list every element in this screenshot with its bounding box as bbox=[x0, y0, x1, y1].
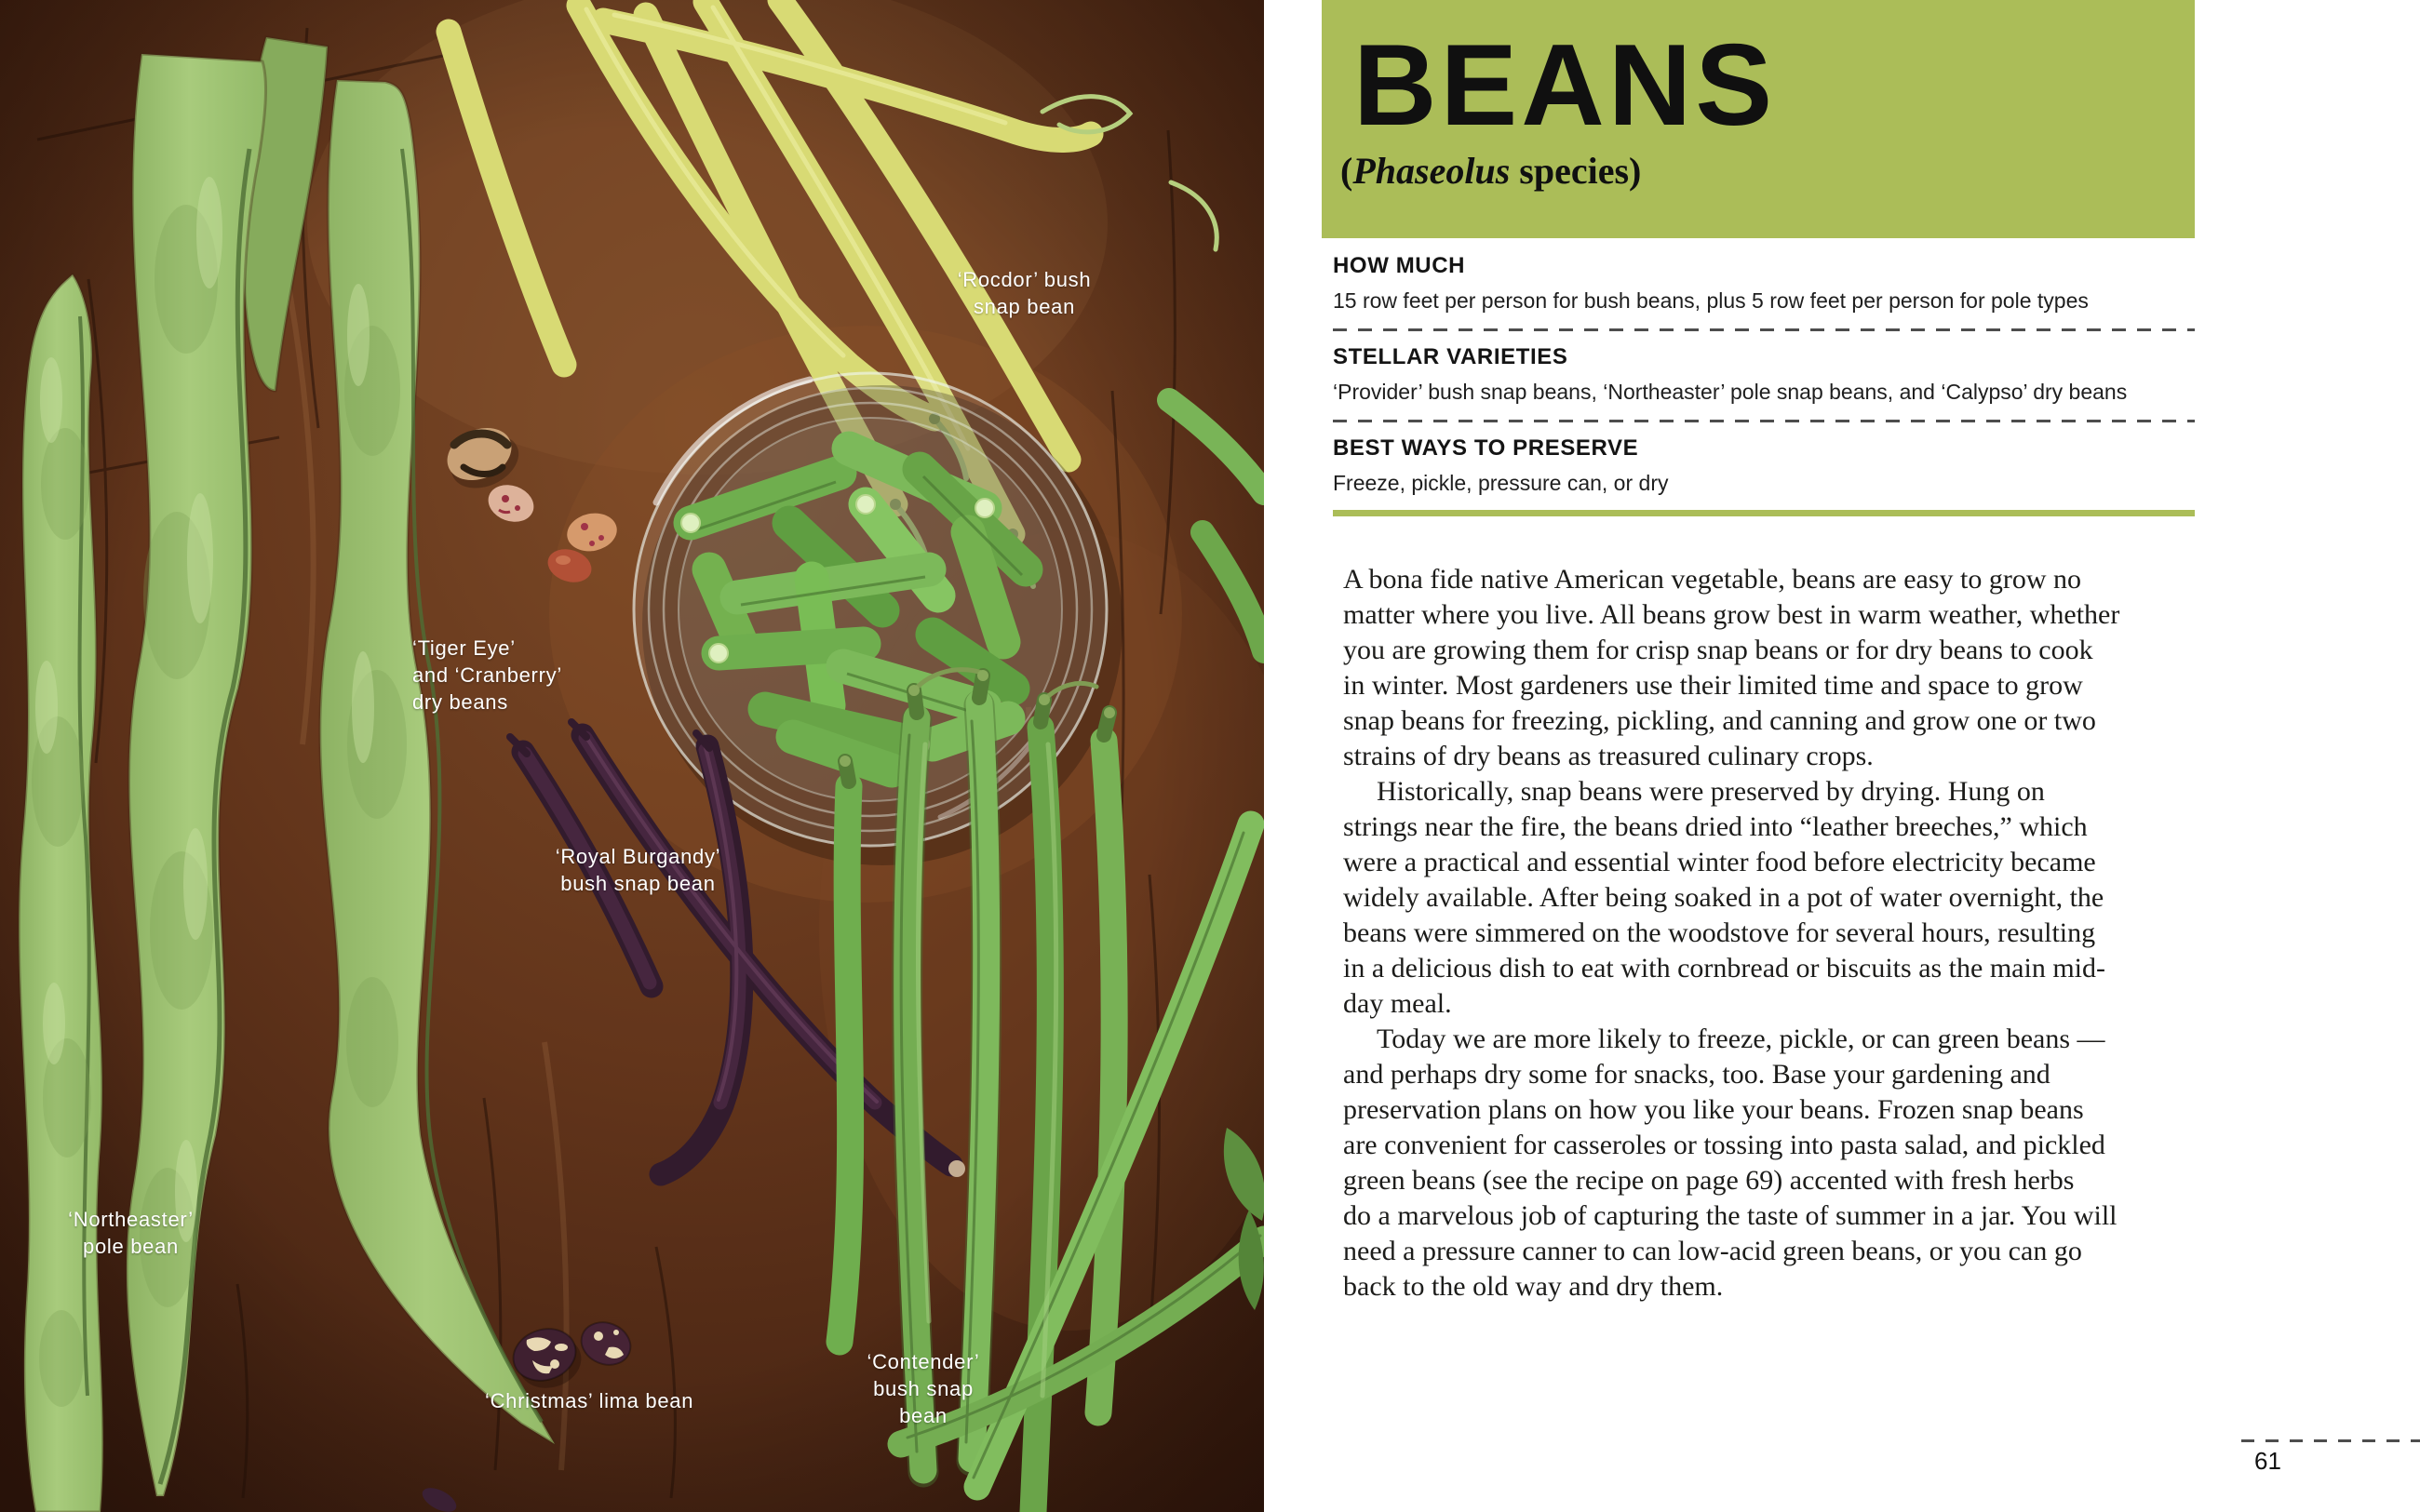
section-value: ‘Provider’ bush snap beans, ‘Northeaster’ pole snap beans, and ‘Calypso’ dry beans bbox=[1333, 379, 2128, 404]
label-contender: ‘Contender’ bush snap bean bbox=[867, 1350, 980, 1428]
page-title: BEANS bbox=[1353, 21, 1777, 150]
label-tiger-eye-cranberry: ‘Tiger Eye’ and ‘Cranberry’ dry beans bbox=[412, 636, 562, 715]
body-text bbox=[1343, 562, 2213, 1305]
page-number: 61 bbox=[2254, 1447, 2281, 1475]
species-latin-name: Phaseolus bbox=[1352, 150, 1511, 192]
section-label: HOW MUCH bbox=[1333, 253, 1466, 278]
chapter-header bbox=[1322, 0, 2195, 238]
section-best-ways-to-preserve bbox=[1333, 437, 2195, 497]
label-northeaster: ‘Northeaster’ pole bean bbox=[68, 1208, 194, 1259]
section-label: BEST WAYS TO PRESERVE bbox=[1333, 435, 1639, 461]
section-label: STELLAR VARIETIES bbox=[1333, 343, 1568, 369]
section-how-much bbox=[1333, 255, 2195, 314]
paragraph: Today we are more likely to freeze, pickle, or can green beans — and perhaps dry some for snacks, too. Base your gardening and preservation plans on how you like your beans. Frozen snap beans are convenient for casseroles or tossing into pasta salad, and pickled green beans (see the recipe on page 69) accented with fresh herbs do a marvelous job of capturing the taste of summer in a jar. You will need a pressure canner to can low-acid green beans, or you can go back to the old way and dry them. bbox=[1343, 1024, 2118, 1302]
paragraph: Historically, snap beans were preserved by drying. Hung on strings near the fire, the beans dried into “leather breeches,” which were a practical and essential winter food before electricity became widely available. After being soaked in a pot of water overnight, the beans were simmered on the woodstove for several hours, resulting in a delicious dish to eat with cornbread or biscuits as the main mid- day meal. bbox=[1343, 776, 2105, 1019]
label-royal-burgandy: ‘Royal Burgandy’ bush snap bean bbox=[555, 845, 721, 896]
label-rocdor: ‘Rocdor’ bush snap bean bbox=[957, 268, 1092, 319]
section-stellar-varieties bbox=[1333, 343, 2195, 406]
species-subtitle: (Phaseolus species) bbox=[1340, 150, 1642, 192]
paragraph: A bona fide native American vegetable, beans are easy to grow no matter where you live. All beans grow best in warm weather, whether you are growing them for crisp snap beans or for dry beans to cook in winter. Most gardeners use their limited time and space to grow snap beans for freezing, pickling, and canning and grow one or two strains of dry beans as treasured culinary crops. bbox=[1343, 564, 2120, 771]
dashed-divider bbox=[1333, 420, 2195, 422]
green-rule bbox=[1333, 510, 2195, 516]
quick-facts-panel bbox=[1333, 249, 2195, 516]
label-christmas-lima: ‘Christmas’ lima bean bbox=[485, 1389, 694, 1412]
dashed-divider bbox=[1333, 328, 2195, 331]
section-value: 15 row feet per person for bush beans, plus 5 row feet per person for pole types bbox=[1333, 288, 2089, 313]
section-value: Freeze, pickle, pressure can, or dry bbox=[1333, 470, 1669, 495]
folio-dashed-line bbox=[2241, 1439, 2420, 1442]
